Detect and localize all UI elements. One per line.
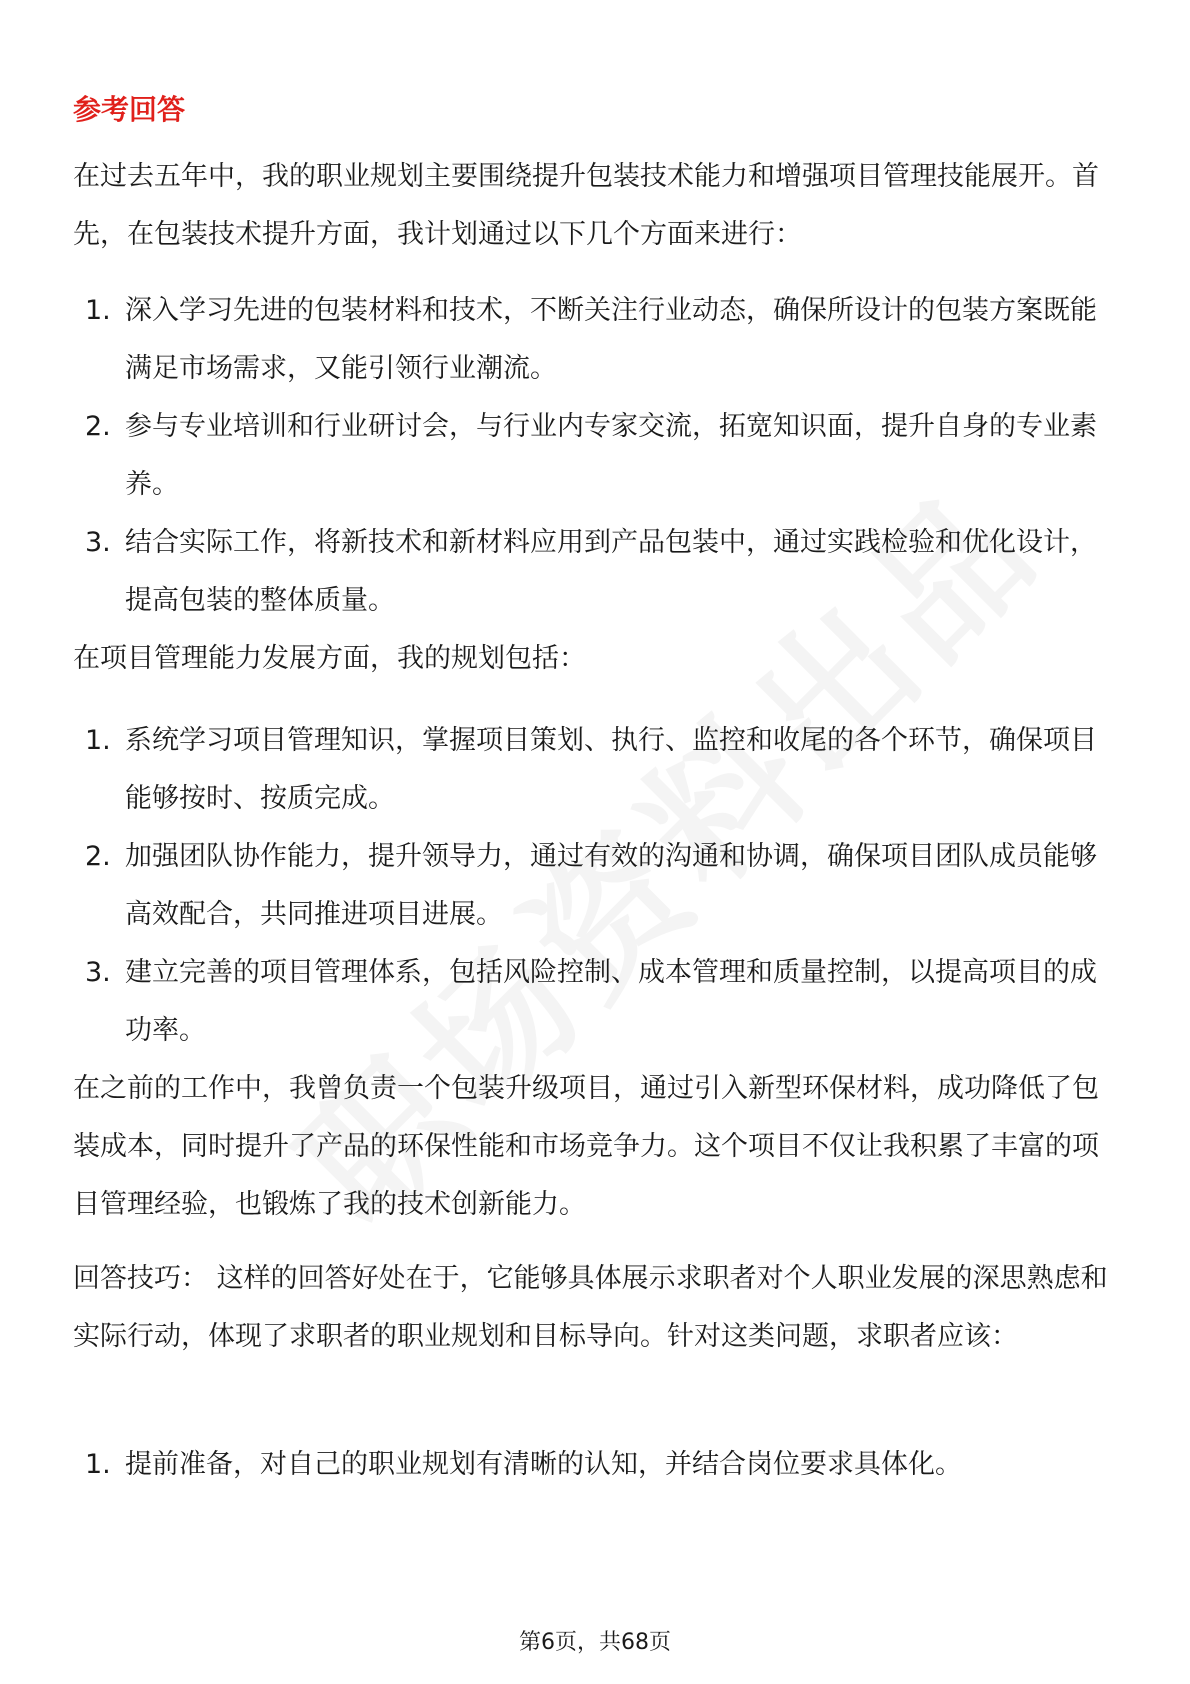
list-item [73,282,1123,398]
list-text: 提前准备，对自己的职业规划有清晰的认知，并结合岗位要求具体化。 [125,1449,962,1480]
project-management-paragraph: 在项目管理能力发展方面，我的规划包括： [73,643,586,674]
list-number: 1. [85,725,111,756]
page-footer: 第6页，共68页 [519,1630,671,1655]
answer-tips-paragraph: 回答技巧： 这样的回答好处在于，它能够具体展示求职者对个人职业发展的深思熟虑和实际行动，体现了求职者的职业规划和目标导向。针对这类问题，求职者应该： [73,1263,1108,1352]
list-number: 3. [85,527,111,558]
list-item [73,514,1123,630]
list-text: 参与专业培训和行业研讨会，与行业内专家交流，拓宽知识面，提升自身的专业素养。 [125,411,1097,500]
tips-list [73,1436,1123,1494]
list-item [73,944,1123,1060]
experience-paragraph: 在之前的工作中，我曾负责一个包装升级项目，通过引入新型环保材料，成功降低了包装成本，同时提升了产品的环保性能和市场竞争力。这个项目不仅让我积累了丰富的项目管理经验，也锻炼了我的技术创新能力。 [73,1073,1099,1220]
list-text: 系统学习项目管理知识，掌握项目策划、执行、监控和收尾的各个环节，确保项目能够按时、按质完成。 [125,725,1097,814]
list-item [73,828,1123,944]
intro-paragraph: 在过去五年中，我的职业规划主要围绕提升包装技术能力和增强项目管理技能展开。首先，在包装技术提升方面，我计划通过以下几个方面来进行： [73,161,1099,250]
list-number: 3. [85,957,111,988]
list-item [73,398,1123,514]
project-management-list [73,712,1123,1060]
list-text: 结合实际工作，将新技术和新材料应用到产品包装中，通过实践检验和优化设计，提高包装的整体质量。 [125,527,1097,616]
section-heading: 参考回答 [73,93,186,126]
list-number: 1. [85,1449,111,1480]
list-item [73,712,1123,828]
list-number: 1. [85,295,111,326]
list-text: 深入学习先进的包装材料和技术，不断关注行业动态，确保所设计的包装方案既能满足市场需求，又能引领行业潮流。 [125,295,1097,384]
list-text: 加强团队协作能力，提升领导力，通过有效的沟通和协调，确保项目团队成员能够高效配合，共同推进项目进展。 [125,841,1097,930]
packaging-skills-list [73,282,1123,630]
list-number: 2. [85,411,111,442]
list-text: 建立完善的项目管理体系，包括风险控制、成本管理和质量控制，以提高项目的成功率。 [125,957,1097,1046]
list-item [73,1436,1123,1494]
list-number: 2. [85,841,111,872]
